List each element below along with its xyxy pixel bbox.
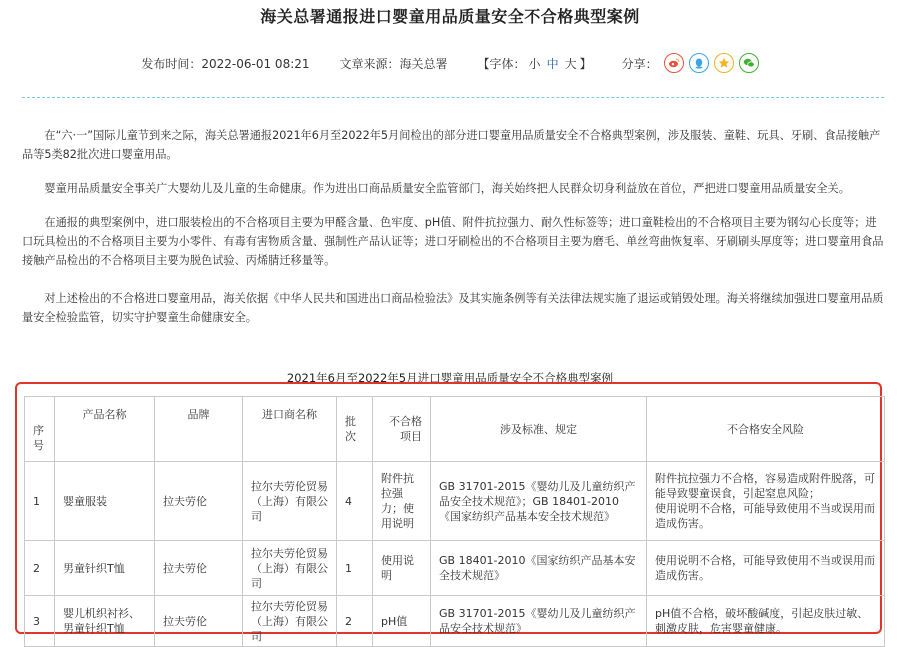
cases-table [24,396,885,647]
qq-icon[interactable] [689,53,709,73]
publish-time: 发布时间：2022-06-01 08:21 [141,56,310,71]
cell-no: 1 [25,462,55,541]
font-size-close: 】 [579,56,592,71]
header-product-name: 产品名称 [55,397,155,462]
cell-importer: 拉尔夫劳伦贸易（上海）有限公司 [243,596,337,647]
cell-risk: pH值不合格，破坏酸碱度，引起皮肤过敏、刺激皮肤，危害婴童健康。 [647,596,885,647]
header-brand: 品牌 [155,397,243,462]
font-size-large[interactable]: 大 [564,56,577,71]
cell-importer: 拉尔夫劳伦贸易（上海）有限公司 [243,541,337,596]
font-size-medium[interactable]: 中 [546,56,559,71]
paragraph-2: 婴童用品质量安全事关广大婴幼儿及儿童的生命健康。作为进出口商品质量安全监管部门，海关始终把人民群众切身利益放在首位，严把进口婴童用品质量安全关。 [44,182,850,195]
divider [22,97,884,98]
header-failed-item: 不合格 项目 [373,397,431,462]
cell-no: 3 [25,596,55,647]
paragraph-4: 对上述检出的不合格进口婴童用品，海关依据《中华人民共和国进出口商品检验法》及其实施条例等有关法律法规实施了退运或销毁处理。海关将继续加强进口婴童用品质量安全检验监管，切实守护婴童生命健康安全。 [22,292,884,324]
cell-standard: GB 31701-2015《婴幼儿及儿童纺织产品安全技术规范》 [431,596,647,647]
article-title: 海关总署通报进口婴童用品质量安全不合格典型案例 [260,7,640,26]
table-caption: 2021年6月至2022年5月进口婴童用品质量安全不合格典型案例 [286,371,614,385]
cell-product-name: 婴儿机织衬衫、男童针织T恤 [55,596,155,647]
cell-risk: 附件抗拉强力不合格，容易造成附件脱落，可能导致婴童误食，引起窒息风险； 使用说明不合格，可能导致使用不当或误用而造成伤害。 [647,462,885,541]
header-batches: 批次 [337,397,373,462]
qzone-icon[interactable] [714,53,734,73]
cell-brand: 拉夫劳伦 [155,596,243,647]
table-row [25,462,885,541]
share-icons [664,53,759,73]
cell-batches: 4 [337,462,373,541]
article-meta [0,52,900,74]
header-risk: 不合格安全风险 [647,397,885,462]
weibo-icon[interactable] [664,53,684,73]
cell-product-name: 婴童服装 [55,462,155,541]
cell-failed-item: 附件抗拉强力；使用说明 [373,462,431,541]
paragraph-1: 在“六·一”国际儿童节到来之际，海关总署通报2021年6月至2022年5月间检出的部分进口婴童用品质量安全不合格典型案例，涉及服装、童鞋、玩具、牙刷、食品接触产品等5类82批次进口婴童用品。 [22,129,881,161]
cell-brand: 拉夫劳伦 [155,462,243,541]
font-size-label: 【字体： [477,56,526,71]
header-no: 序号 [25,397,55,462]
cell-failed-item: pH值 [373,596,431,647]
header-importer: 进口商名称 [243,397,337,462]
header-standard: 涉及标准、规定 [431,397,647,462]
cell-batches: 2 [337,596,373,647]
table-header-row [25,397,885,462]
table-row [25,541,885,596]
cell-batches: 1 [337,541,373,596]
cell-standard: GB 31701-2015《婴幼儿及儿童纺织产品安全技术规范》；GB 18401-2010《国家纺织产品基本安全技术规范》 [431,462,647,541]
article-source: 文章来源：海关总署 [339,56,448,71]
table-row [25,596,885,647]
cell-importer: 拉尔夫劳伦贸易（上海）有限公司 [243,462,337,541]
cell-brand: 拉夫劳伦 [155,541,243,596]
cell-product-name: 男童针织T恤 [55,541,155,596]
share-label: 分享： [621,56,658,71]
paragraph-3: 在通报的典型案例中，进口服装检出的不合格项目主要为甲醛含量、色牢度、pH值、附件抗拉强力、耐久性标签等；进口童鞋检出的不合格项目主要为钢勾心长度等；进口玩具检出的不合格项目主要为小零件、有毒有害物质含量、强制性产品认证等；进口牙刷检出的不合格项目主要为磨毛、单丝弯曲恢复率、牙刷刷头厚度等；进口婴童用食品接触产品检出的不合格项目主要为脱色试验、丙烯腈迁移量等。 [22,216,884,267]
font-size-small[interactable]: 小 [528,56,541,71]
cell-failed-item: 使用说明 [373,541,431,596]
cell-risk: 使用说明不合格，可能导致使用不当或误用而造成伤害。 [647,541,885,596]
cell-no: 2 [25,541,55,596]
cell-standard: GB 18401-2010《国家纺织产品基本安全技术规范》 [431,541,647,596]
wechat-icon[interactable] [739,53,759,73]
